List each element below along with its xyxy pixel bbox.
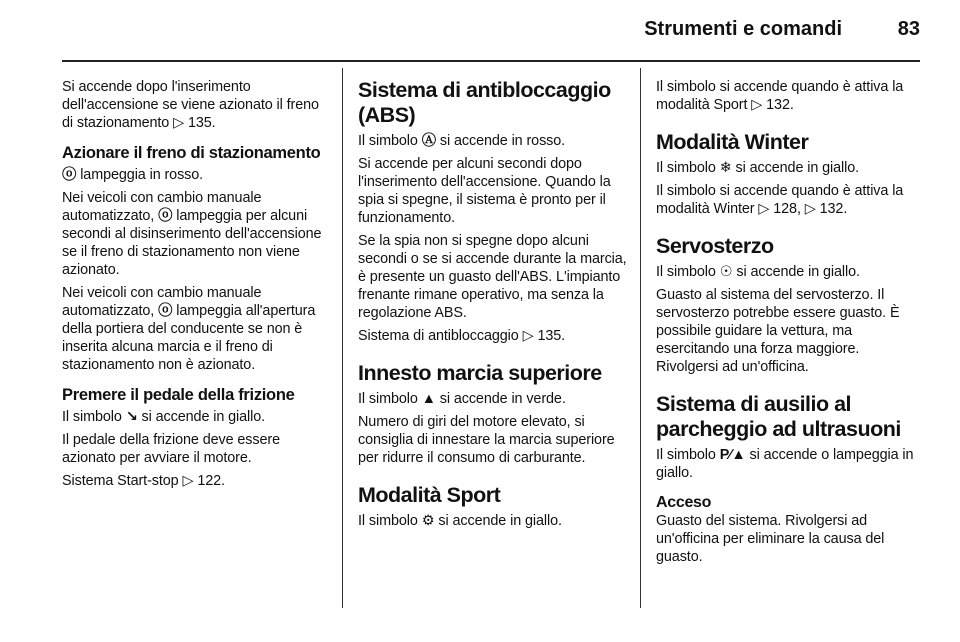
paragraph-abs-ref: Sistema di antibloccaggio ▷ 135. (358, 328, 566, 344)
paragraph-text: lampeggia all'apertura della portiera del conducente se non è inserita alcuna marcia e il freno di stazionamento non è azionato. (62, 303, 316, 373)
paragraph-text: Il simbolo (656, 264, 720, 280)
paragraph-text: Il simbolo (62, 409, 126, 425)
heading-sport-mode: Modalità Sport (358, 483, 501, 507)
paragraph-parking-brake-intro: Si accende dopo l'inserimento dell'accensione se viene azionato il freno di stazionamento ▷ 135. (62, 79, 319, 131)
paragraph-brake-flash (62, 166, 326, 184)
heading-clutch-pedal: Premere il pedale della frizione (62, 386, 295, 404)
column-left (62, 78, 326, 495)
paragraph-steering-symbol (656, 263, 924, 281)
paragraph-parking-assist-fault: Guasto del sistema. Rivolgersi ad un'officina per eliminare la causa del guasto. (656, 513, 885, 565)
paragraph-text: Il simbolo (358, 513, 422, 529)
paragraph-clutch-start: Il pedale della frizione deve essere azionato per avviare il motore. (62, 432, 280, 466)
paragraph-text: lampeggia per alcuni secondi al disinserimento dell'accensione se il freno di stazionamento non viene azionato. (62, 208, 322, 278)
paragraph-abs-symbol (358, 132, 628, 150)
power-steering-icon: ☉ (719, 264, 733, 280)
page-header (62, 18, 920, 46)
abs-icon: Ⓐ (421, 133, 436, 149)
paragraph-upshift-symbol (358, 390, 628, 408)
heading-on: Acceso (656, 494, 712, 511)
paragraph-start-stop-ref: Sistema Start-stop ▷ 122. (62, 473, 225, 489)
heading-parking-brake: Azionare il freno di stazionamento (62, 144, 321, 162)
heading-parking-assist: Sistema di ausilio al parcheggio ad ultrasuoni (656, 392, 901, 441)
heading-winter-mode: Modalità Winter (656, 130, 809, 154)
header-title: Strumenti e comandi (644, 18, 842, 40)
paragraph-text: si accende in verde. (435, 391, 566, 407)
clutch-pedal-icon: ↘ (125, 409, 138, 425)
paragraph-winter-active: Il simbolo si accende quando è attiva la modalità Winter ▷ 128, ▷ 132. (656, 183, 904, 217)
parking-assist-icon: P∕▲ (719, 447, 746, 463)
paragraph-sport-active: Il simbolo si accende quando è attiva la modalità Sport ▷ 132. (656, 79, 904, 113)
paragraph-text: Nei veicoli con cambio manuale automatizzato, (62, 190, 262, 224)
paragraph-text: Nei veicoli con cambio manuale automatizzato, (62, 285, 262, 319)
sport-mode-icon: ⚙ (421, 513, 435, 529)
paragraph-text: si accende in giallo. (731, 160, 860, 176)
heading-upshift: Innesto marcia superiore (358, 361, 602, 385)
brake-warning-icon: ⓞ (158, 208, 173, 224)
paragraph-clutch-symbol (62, 408, 326, 426)
winter-mode-icon: ❄ (719, 160, 732, 176)
column-middle (358, 78, 628, 535)
paragraph-winter-symbol (656, 159, 924, 177)
paragraph-text: si accende in giallo. (137, 409, 266, 425)
paragraph-text: Il simbolo (656, 447, 720, 463)
column-right (656, 78, 924, 571)
paragraph-text: Il simbolo (358, 133, 422, 149)
paragraph-steering-fault: Guasto al sistema del servosterzo. Il servosterzo potrebbe essere guasto. È possibile guidare la vettura, ma esercitando una forza maggiore. Rivolgersi ad un'officina. (656, 287, 900, 375)
paragraph-text: lampeggia in rosso. (76, 167, 204, 183)
brake-warning-icon: ⓞ (62, 167, 77, 183)
paragraph-brake-ignition-off (62, 189, 326, 279)
brake-warning-icon: ⓞ (158, 303, 173, 319)
heading-power-steering: Servosterzo (656, 234, 774, 258)
column-divider-right (640, 68, 641, 608)
paragraph-text: si accende in giallo. (434, 513, 562, 529)
paragraph-abs-ignition: Si accende per alcuni secondi dopo l'inserimento dell'accensione. Quando la spia si spegne, il sistema è pronto per il funzionamento. (358, 156, 611, 226)
paragraph-text: Il simbolo (656, 160, 720, 176)
paragraph-upshift-advice: Numero di giri del motore elevato, si consiglia di innestare la marcia superiore per ridurre il consumo di carburante. (358, 414, 615, 466)
column-divider-left (342, 68, 343, 608)
page-number: 83 (897, 18, 920, 40)
paragraph-text: Il simbolo (358, 391, 422, 407)
paragraph-sport-symbol (358, 512, 628, 530)
paragraph-abs-fault: Se la spia non si spegne dopo alcuni secondi o se si accende durante la marcia, è presente un guasto dell'ABS. L'impianto frenante rimane operativo, ma senza la regolazione ABS. (358, 233, 627, 321)
paragraph-text: si accende in giallo. (732, 264, 860, 280)
paragraph-parking-assist-symbol (656, 446, 924, 482)
header-rule (62, 60, 920, 62)
heading-abs: Sistema di antibloccaggio (ABS) (358, 78, 611, 127)
paragraph-text: si accende in rosso. (435, 133, 566, 149)
paragraph-text: si accende o lampeggia in giallo. (656, 447, 914, 481)
upshift-arrow-icon: ▲ (421, 391, 436, 407)
paragraph-brake-door-open (62, 284, 326, 374)
